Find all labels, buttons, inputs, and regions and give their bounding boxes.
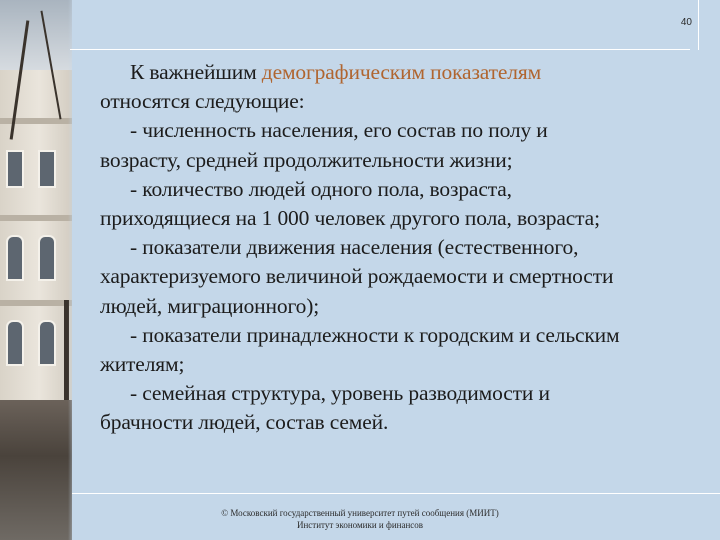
building-photo <box>0 0 78 540</box>
footer <box>170 507 550 531</box>
photo-window <box>38 235 56 281</box>
highlighted-term: демографическим показателям <box>261 60 542 84</box>
list-item-population: - численность населения, его состав по полу и <box>130 118 548 143</box>
body-line: относятся следующие: <box>100 89 305 114</box>
top-divider <box>70 49 690 50</box>
body-line: приходящиеся на 1 000 человек другого пола, возраста; <box>100 205 600 230</box>
page-number: 40 <box>680 17 692 28</box>
intro-text: К важнейшим <box>130 60 262 84</box>
bottom-divider <box>72 493 720 494</box>
slide-body <box>100 58 700 437</box>
photo-window <box>6 320 24 366</box>
list-item-movement: - показатели движения населения (естественного, <box>130 235 579 260</box>
photo-window <box>6 235 24 281</box>
list-item-urban-rural: - показатели принадлежности к городским и сельским <box>130 322 620 347</box>
photo-window <box>6 150 24 188</box>
corner-divider <box>698 0 699 50</box>
body-line: брачности людей, состав семей. <box>100 410 389 435</box>
footer-institute: Институт экономики и финансов <box>296 520 424 530</box>
body-line: характеризуемого величиной рождаемости и смертности <box>100 264 614 289</box>
photo-ground <box>0 400 78 540</box>
photo-sky <box>0 0 78 70</box>
footer-copyright: © Московский государственный университет путей сообщения (МИИТ) <box>221 508 499 518</box>
list-item-sex-ratio: - количество людей одного пола, возраста, <box>130 176 512 201</box>
body-line: людей, миграционного); <box>100 293 320 318</box>
body-line: возрасту, средней продолжительности жизни; <box>100 147 513 172</box>
photo-cornice <box>0 215 78 221</box>
body-line: жителям; <box>100 351 185 376</box>
photo-window <box>38 150 56 188</box>
intro-line <box>100 58 700 87</box>
photo-window <box>38 320 56 366</box>
list-item-family: - семейная структура, уровень разводимости и <box>130 381 550 406</box>
